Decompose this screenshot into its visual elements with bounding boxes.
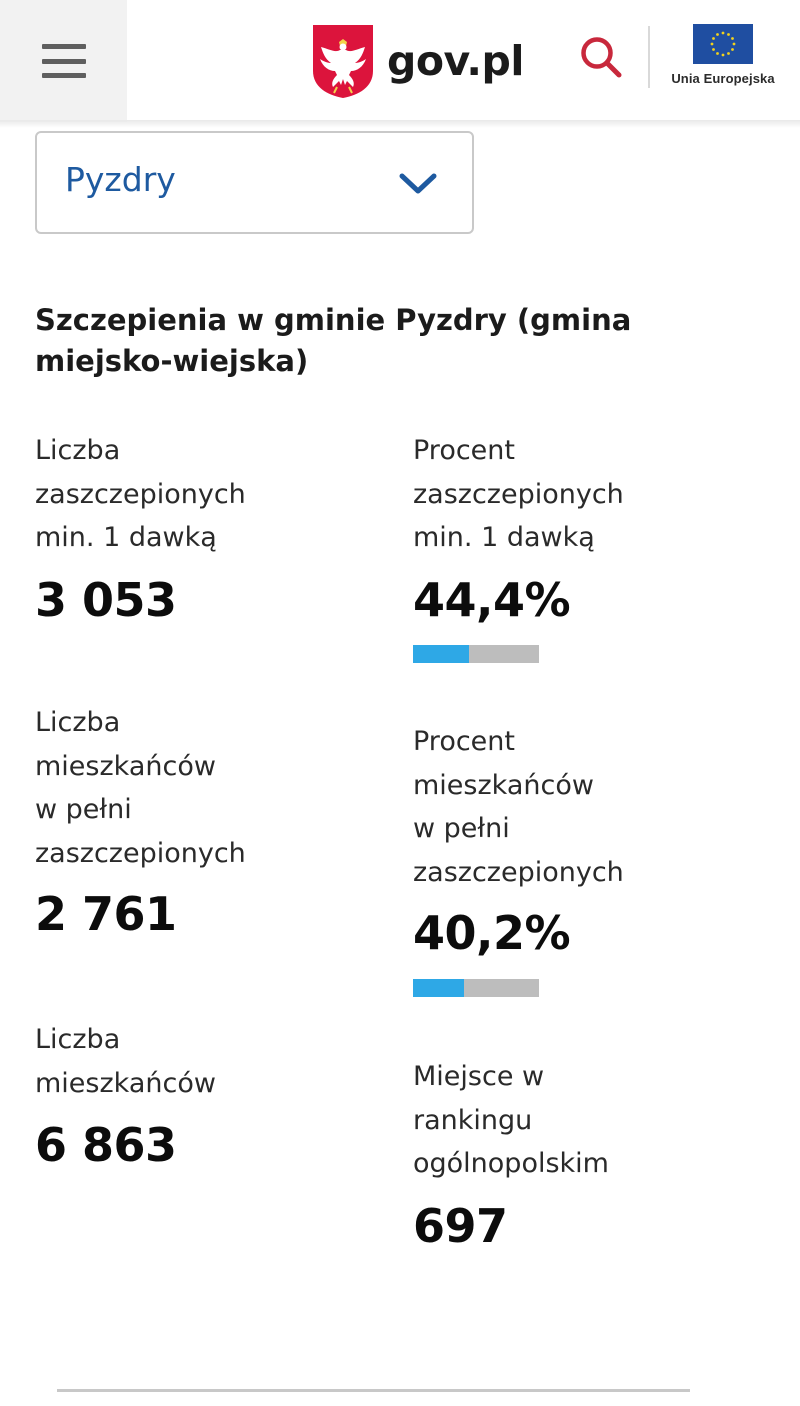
label-line: zaszczepionych (35, 837, 246, 869)
eu-flag-icon (693, 24, 753, 64)
stat-label (35, 429, 246, 560)
label-line: Procent (413, 435, 515, 466)
stat-label (413, 429, 624, 560)
eu-label: Unia Europejska (671, 71, 775, 86)
municipality-select-value: Pyzdry (65, 160, 176, 199)
label-line: Liczba (35, 1024, 121, 1055)
stat-label (35, 1018, 216, 1105)
label-line: mieszkańców (413, 769, 594, 801)
label-line: Procent (413, 726, 515, 757)
label-line: rankingu (413, 1104, 533, 1136)
stat-value: 6 863 (35, 1118, 177, 1172)
stat-value: 44,4% (413, 572, 571, 627)
stat-value: 3 053 (35, 572, 177, 627)
stat-first-dose-count (35, 429, 246, 627)
header-divider (648, 26, 650, 88)
logo-text: gov.pl (387, 37, 524, 85)
label-line: zaszczepionych (413, 856, 624, 888)
menu-button[interactable] (0, 0, 127, 122)
first-dose-progress-bar (413, 645, 539, 663)
stat-label (413, 720, 624, 894)
label-line: zaszczepionych (35, 478, 246, 510)
eu-badge[interactable] (666, 24, 780, 94)
label-line: ogólnopolskim (413, 1148, 609, 1179)
label-line: w pełni (413, 813, 510, 844)
label-line: Miejsce w (413, 1061, 545, 1092)
municipality-select[interactable] (35, 131, 474, 234)
label-line: min. 1 dawką (35, 522, 217, 553)
label-line: w pełni (35, 794, 132, 825)
site-header (0, 0, 800, 122)
stat-ranking (413, 1055, 609, 1253)
label-line: mieszkańców (35, 750, 216, 782)
label-line: mieszkańców (35, 1067, 216, 1099)
section-title: Szczepienia w gminie Pyzdry (gmina miejsko-wiejska) (35, 303, 632, 378)
chevron-down-icon (398, 171, 438, 197)
stat-first-dose-percent (413, 429, 624, 627)
progress-fill (413, 645, 469, 663)
stat-value: 40,2% (413, 906, 571, 960)
stat-label (35, 701, 246, 875)
stat-value: 697 (413, 1198, 508, 1253)
progress-fill (413, 979, 464, 997)
polish-eagle-emblem-icon (311, 23, 375, 99)
stat-label (413, 1055, 609, 1186)
label-line: zaszczepionych (413, 478, 624, 510)
header-shadow (0, 120, 800, 128)
stat-value: 2 761 (35, 887, 177, 941)
stat-population (35, 1018, 216, 1172)
gov-pl-logo[interactable] (311, 22, 524, 100)
hamburger-icon (42, 44, 86, 78)
stat-full-percent (413, 720, 624, 960)
search-icon[interactable] (578, 34, 624, 80)
bottom-divider (57, 1389, 690, 1392)
label-line: Liczba (35, 707, 121, 738)
label-line: Liczba (35, 435, 121, 466)
full-vaccination-progress-bar (413, 979, 539, 997)
label-line: min. 1 dawką (413, 522, 595, 553)
stat-full-count (35, 701, 246, 941)
